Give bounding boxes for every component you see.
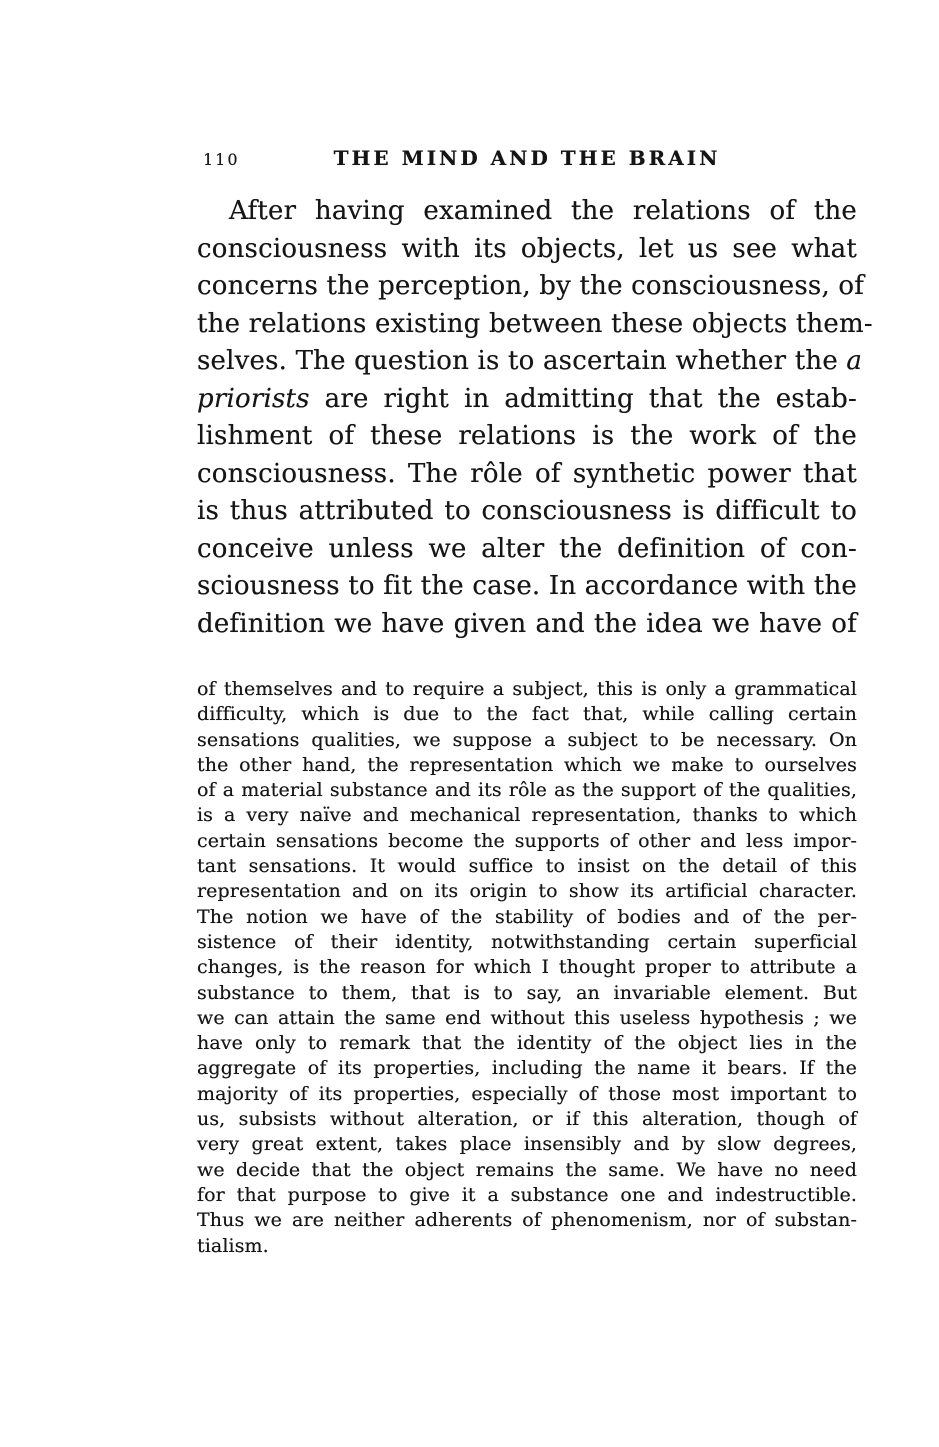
footnote-line: of themselves and to require a subject, this is only a grammatical	[197, 678, 857, 700]
body-text-line: concerns the perception, by the consciousness, of	[197, 271, 865, 301]
footnote-line: representation and on its origin to show its artificial character.	[197, 880, 857, 903]
footnote-line: us, subsists without alteration, or if this alteration, though of	[197, 1108, 857, 1131]
footnote-line: The notion we have of the stability of bodies and of the per-	[197, 905, 857, 928]
footnote-line: we can attain the same end without this useless hypothesis ; we	[197, 1006, 857, 1029]
footnote-line: tialism.	[197, 1234, 269, 1257]
footnote-line: the other hand, the representation which we make to ourselves	[197, 753, 857, 776]
page-number: 110	[203, 150, 240, 169]
body-text-line: the relations existing between these objects them-	[197, 308, 873, 339]
footnote-line: we decide that the object remains the same. We have no need	[197, 1158, 857, 1181]
body-text-line: After having examined the relations of the	[229, 196, 857, 226]
footnote-line: sistence of their identity, notwithstanding certain superficial	[197, 930, 857, 953]
footnote-line: for that purpose to give it a substance one and indestructible.	[197, 1183, 857, 1206]
body-text-line: lishment of these relations is the work of the	[197, 421, 857, 451]
footnote-line: substance to them, that is to say, an invariable element. But	[197, 981, 857, 1004]
footnote-line: certain sensations become the supports of other and less impor-	[197, 829, 857, 852]
body-line-text: are right in admitting that the estab-	[324, 383, 857, 414]
footnote-line: difficulty, which is due to the fact that, while calling certain	[197, 703, 857, 726]
body-text-line: is thus attributed to consciousness is difficult to	[197, 496, 857, 526]
body-text-line: sciousness to fit the case. In accordance with the	[197, 571, 857, 601]
body-line-text: selves. The question is to ascertain whether the	[197, 346, 838, 376]
footnote-line: sensations qualities, we suppose a subject to be necessary. On	[197, 728, 857, 751]
running-title: THE MIND AND THE BRAIN	[333, 146, 721, 170]
footnote-line: aggregate of its properties, including the name it bears. If the	[197, 1057, 857, 1080]
italic-word: a	[846, 346, 863, 376]
footnote-line: have only to remark that the identity of the object lies in the	[197, 1032, 857, 1055]
footnote	[197, 677, 857, 1259]
body-text-line	[197, 381, 857, 419]
footnote-line: Thus we are neither adherents of phenomenism, nor of substan-	[197, 1209, 857, 1232]
footnote-line: tant sensations. It would suffice to insist on the detail of this	[197, 855, 857, 878]
footnote-line: very great extent, takes place insensibly and by slow degrees,	[197, 1133, 857, 1156]
body-text-line: conceive unless we alter the definition of con-	[197, 533, 857, 564]
page-header	[197, 146, 857, 172]
body-text-line: definition we have given and the idea we have of	[197, 608, 857, 639]
body-text-line: consciousness. The rôle of synthetic power that	[197, 458, 857, 489]
body-text-line: consciousness with its objects, let us see what	[197, 233, 857, 264]
italic-word: priorists	[197, 383, 310, 414]
footnote-line: majority of its properties, especially of those most important to	[197, 1082, 857, 1105]
footnote-line: of a material substance and its rôle as the support of the qualities,	[197, 779, 857, 802]
main-text	[197, 193, 873, 643]
footnote-line: is a very naïve and mechanical representation, thanks to which	[197, 804, 857, 827]
body-text-line	[197, 343, 863, 381]
footnote-line: changes, is the reason for which I thought proper to attribute a	[197, 956, 857, 979]
